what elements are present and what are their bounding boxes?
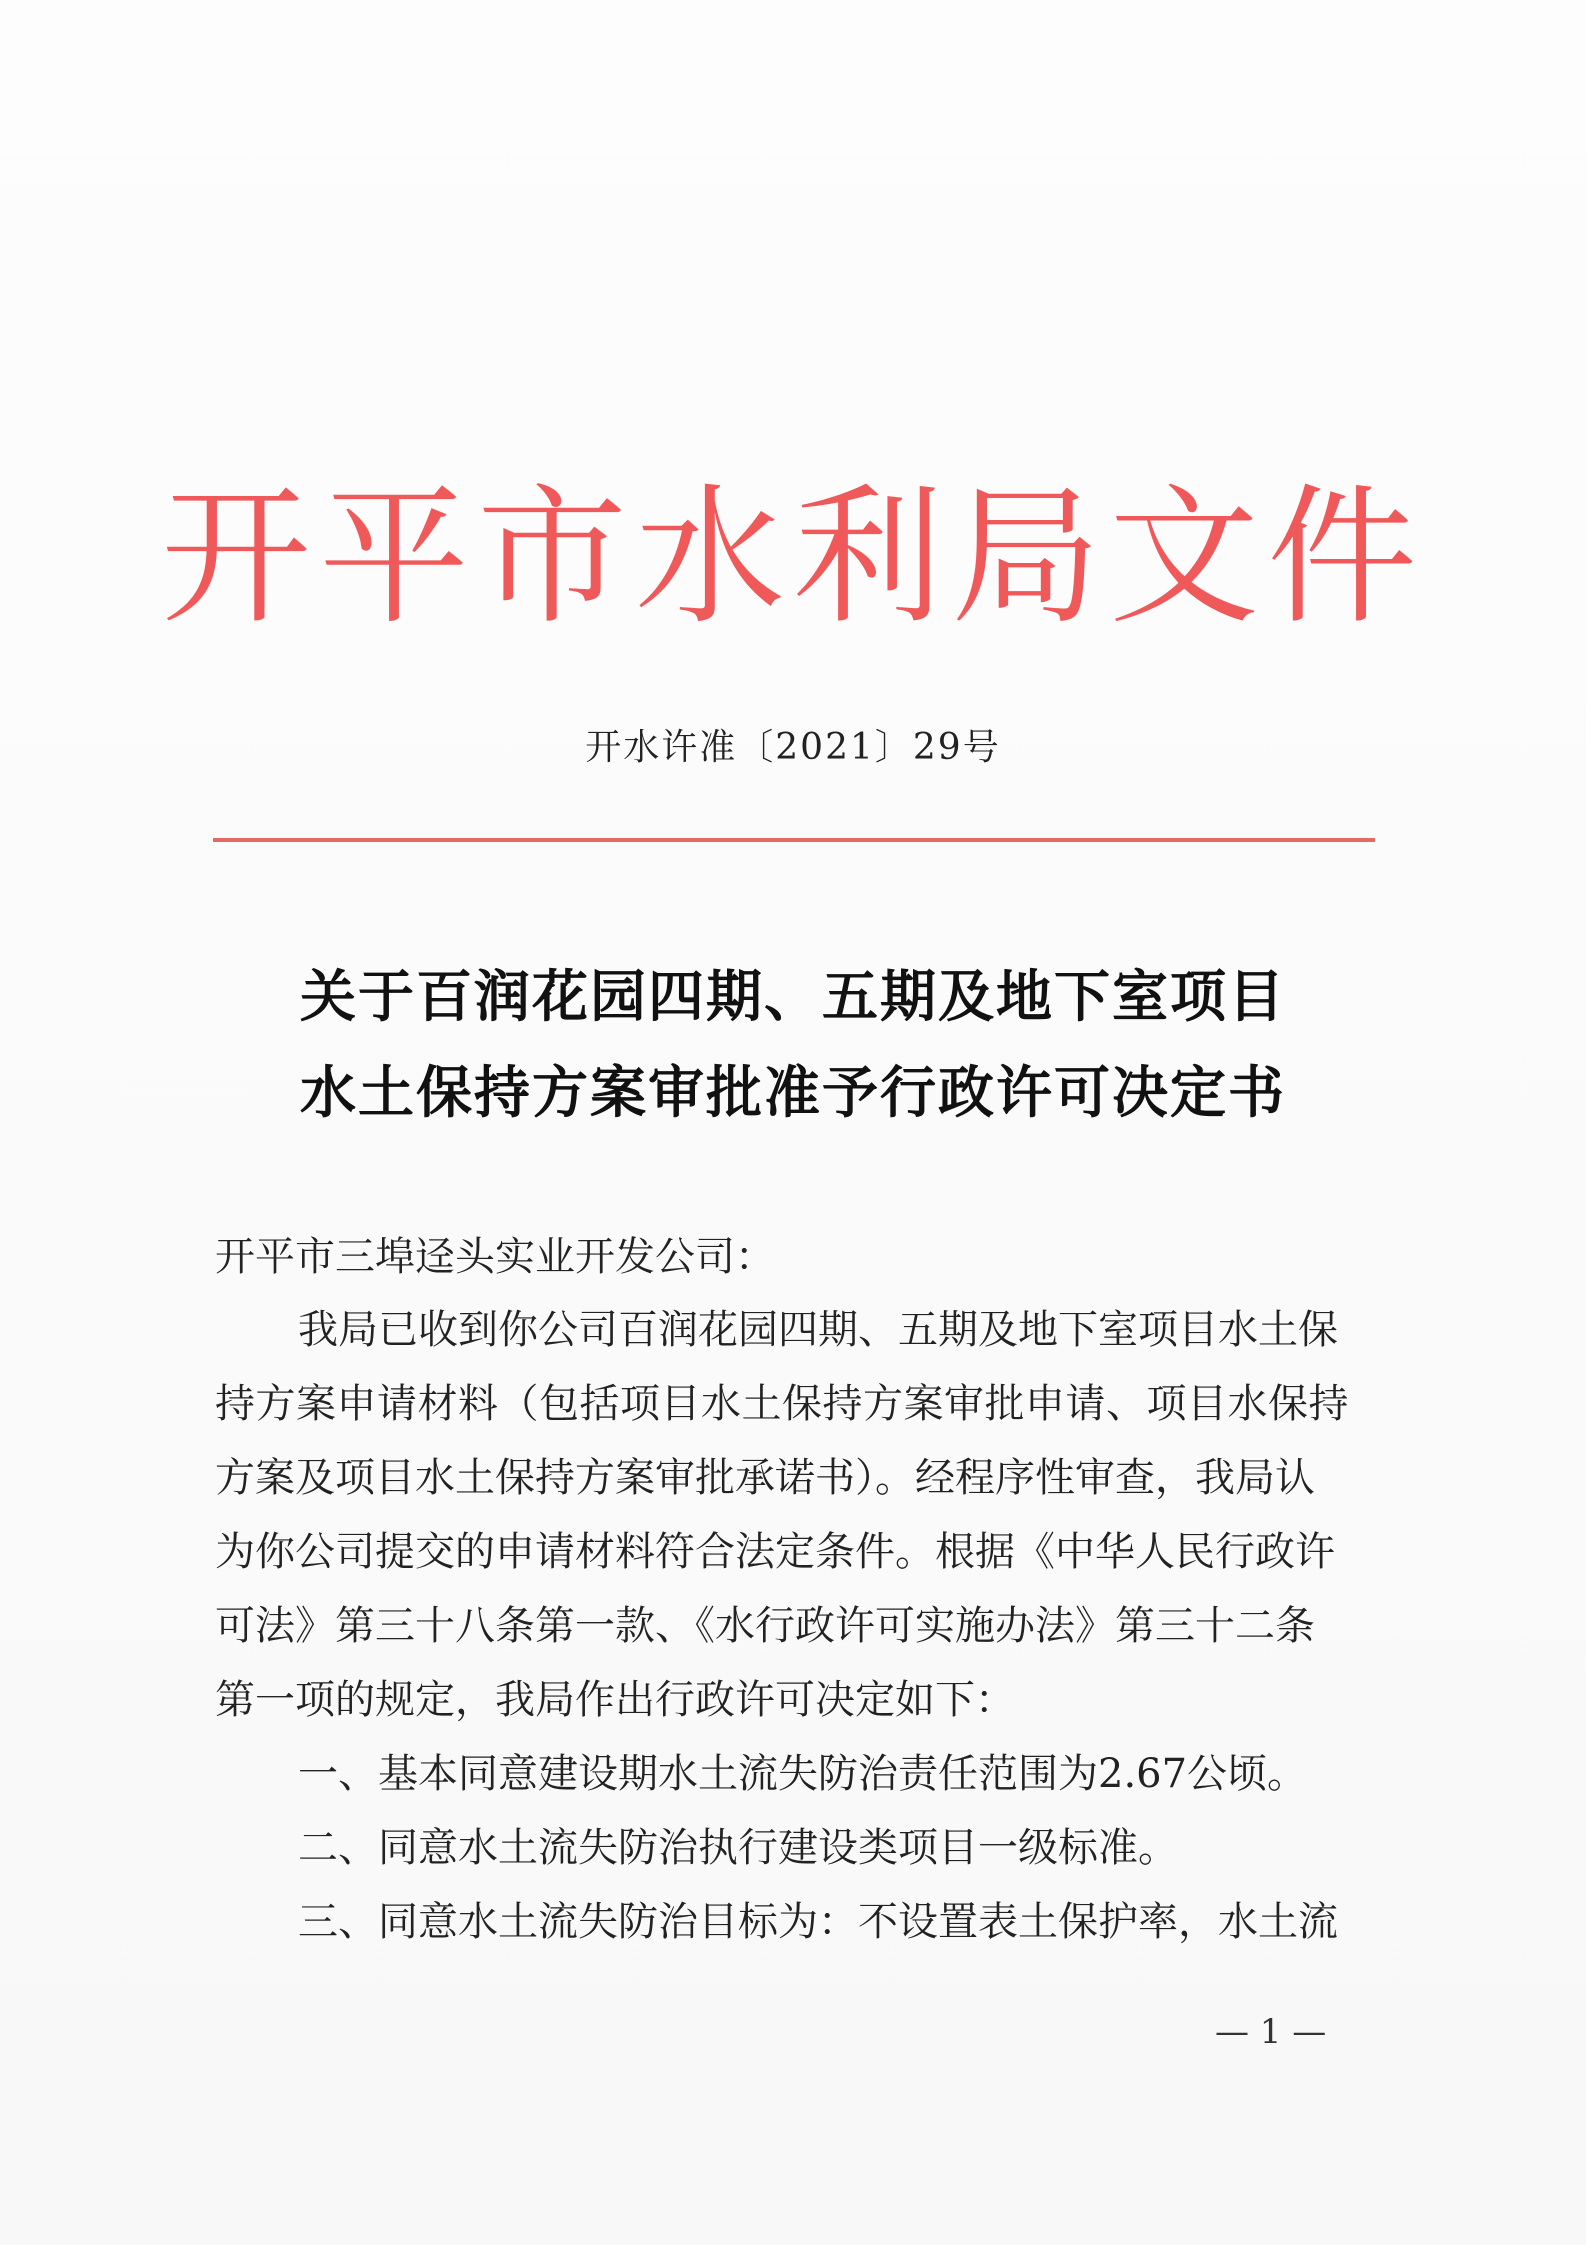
body-paragraph-line: 持方案申请材料（包括项目水土保持方案审批申请、项目水保持 (215, 1381, 1349, 1427)
document-title-line-2: 水土保持方案审批准予行政许可决定书 (300, 1061, 1286, 1126)
page-number: — 1 — (1215, 2012, 1327, 2052)
decision-item: 一、基本同意建设期水土流失防治责任范围为2.67公顷。 (298, 1751, 1308, 1797)
letterhead-title: 开平市水利局文件 (160, 471, 1425, 645)
document-number: 开水许准〔2021〕29号 (585, 727, 1001, 768)
decision-item: 二、同意水土流失防治执行建设类项目一级标准。 (298, 1825, 1178, 1871)
body-paragraph-line: 我局已收到你公司百润花园四期、五期及地下室项目水土保 (298, 1307, 1338, 1353)
body-paragraph-line: 方案及项目水土保持方案审批承诺书）。经程序性审查，我局认 (215, 1455, 1315, 1501)
addressee: 开平市三埠迳头实业开发公司： (215, 1234, 775, 1280)
body-paragraph-line: 第一项的规定，我局作出行政许可决定如下： (215, 1677, 1015, 1723)
body-paragraph-line: 为你公司提交的申请材料符合法定条件。根据《中华人民行政许 (215, 1529, 1335, 1575)
document-title-line-1: 关于百润花园四期、五期及地下室项目 (300, 965, 1286, 1030)
body-paragraph-line: 可法》第三十八条第一款、《水行政许可实施办法》第三十二条 (215, 1603, 1315, 1649)
decision-item: 三、同意水土流失防治目标为：不设置表土保护率，水土流 (298, 1899, 1338, 1945)
red-divider-line (213, 838, 1375, 842)
